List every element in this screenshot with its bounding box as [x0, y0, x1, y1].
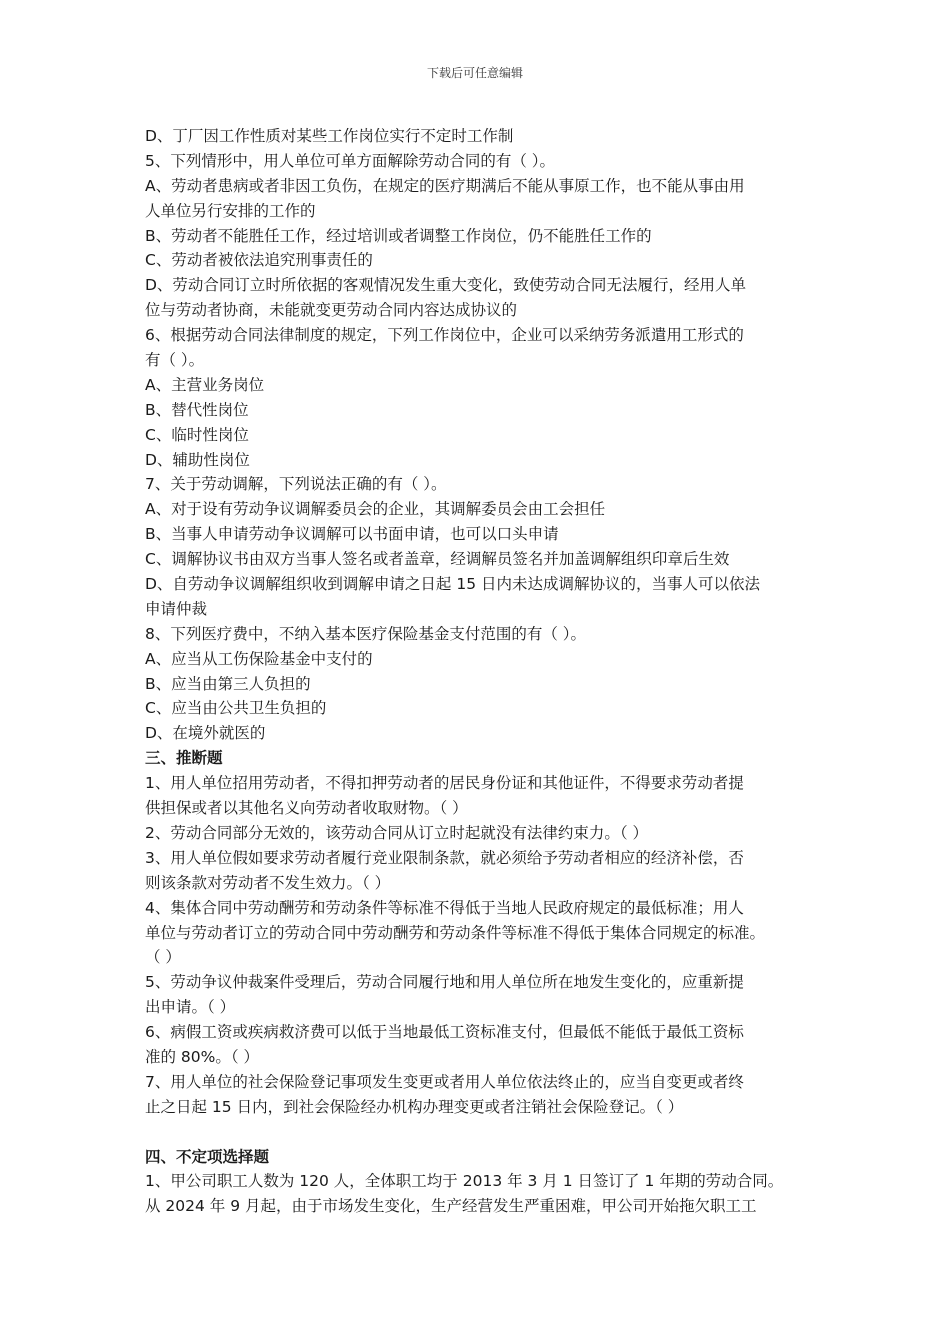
text-line: 申请仲裁 [145, 599, 208, 618]
text-line: 出申请。（ ） [145, 998, 236, 1017]
text-line: 单位与劳动者订立的劳动合同中劳动酬劳和劳动条件等标准不得低于集体合同规定的标准。 [145, 923, 766, 942]
text-line: C、劳动者被依法追究刑事责任的 [145, 251, 373, 270]
text-line: B、当事人申请劳动争议调解可以书面申请，也可以口头申请 [145, 525, 559, 544]
text-line: 7、关于劳动调解，下列说法正确的有（ ）。 [145, 475, 447, 494]
document-body [145, 124, 815, 1219]
text-line: 5、劳动争议仲裁案件受理后，劳动合同履行地和用人单位所在地发生变化的，应重新提 [145, 973, 744, 992]
text-line: 4、集体合同中劳动酬劳和劳动条件等标准不得低于当地人民政府规定的最低标准；用人 [145, 898, 744, 917]
text-line: C、应当由公共卫生负担的 [145, 699, 327, 718]
section-heading: 四、不定项选择题 [145, 1147, 270, 1166]
text-line: 6、根据劳动合同法律制度的规定，下列工作岗位中，企业可以采纳劳务派遣用工形式的 [145, 326, 744, 345]
text-line: 从 2024 年 9 月起，由于市场发生变化，生产经营发生严重困难，甲公司开始拖欠职工工 [145, 1197, 757, 1216]
page-header: 下载后可任意编辑 [426, 66, 523, 80]
section-heading: 三、推断题 [145, 749, 223, 768]
text-line: C、调解协议书由双方当事人签名或者盖章，经调解员签名并加盖调解组织印章后生效 [145, 550, 730, 569]
text-line: A、劳动者患病或者非因工负伤，在规定的医疗期满后不能从事原工作，也不能从事由用 [145, 176, 745, 195]
text-line: 止之日起 15 日内，到社会保险经办机构办理变更或者注销社会保险登记。（ ） [145, 1097, 684, 1116]
text-line: （ ） [145, 948, 181, 967]
text-line: A、主营业务岗位 [145, 375, 265, 394]
text-line: 位与劳动者协商，未能就变更劳动合同内容达成协议的 [145, 301, 518, 320]
text-line: 6、病假工资或疾病救济费可以低于当地最低工资标准支付，但最低不能低于最低工资标 [145, 1023, 744, 1042]
text-line: 2、劳动合同部分无效的，该劳动合同从订立时起就没有法律约束力。（ ） [145, 823, 649, 842]
text-line: D、丁厂因工作性质对某些工作岗位实行不定时工作制 [145, 127, 514, 145]
text-line: 5、下列情形中，用人单位可单方面解除劳动合同的有（ ）。 [145, 151, 556, 170]
text-line: 1、甲公司职工人数为 120 人，全体职工均于 2013 年 3 月 1 日签订了 1 年期的劳动合同。 [145, 1172, 784, 1191]
text-line: B、劳动者不能胜任工作，经过培训或者调整工作岗位，仍不能胜任工作的 [145, 226, 652, 245]
text-line: C、临时性岗位 [145, 425, 249, 444]
text-line: B、替代性岗位 [145, 400, 249, 419]
text-line: 8、下列医疗费中，不纳入基本医疗保险基金支付范围的有（ ）。 [145, 624, 587, 643]
text-line: A、应当从工伤保险基金中支付的 [145, 649, 373, 668]
blank-line [145, 1120, 815, 1145]
text-line: D、自劳动争议调解组织收到调解申请之日起 15 日内未达成调解协议的，当事人可以依法 [145, 575, 761, 594]
text-line: 人单位另行安排的工作的 [145, 201, 316, 220]
text-line: A、对于设有劳动争议调解委员会的企业，其调解委员会由工会担任 [145, 500, 606, 519]
text-line: D、辅助性岗位 [145, 450, 250, 469]
text-line: B、应当由第三人负担的 [145, 674, 311, 693]
text-line: D、劳动合同订立时所依据的客观情况发生重大变化，致使劳动合同无法履行，经用人单 [145, 276, 746, 295]
text-line: D、在境外就医的 [145, 724, 266, 743]
text-line: 有（ ）。 [145, 351, 205, 370]
text-line: 3、用人单位假如要求劳动者履行竞业限制条款，就必须给予劳动者相应的经济补偿，否 [145, 848, 744, 867]
text-line: 1、用人单位招用劳动者，不得扣押劳动者的居民身份证和其他证件，不得要求劳动者提 [145, 774, 744, 793]
text-line: 准的 80%。（ ） [145, 1047, 260, 1066]
text-line: 则该条款对劳动者不发生效力。（ ） [145, 873, 391, 892]
text-line: 供担保或者以其他名义向劳动者收取财物。（ ） [145, 799, 468, 818]
text-line: 7、用人单位的社会保险登记事项发生变更或者用人单位依法终止的，应当自变更或者终 [145, 1072, 744, 1091]
